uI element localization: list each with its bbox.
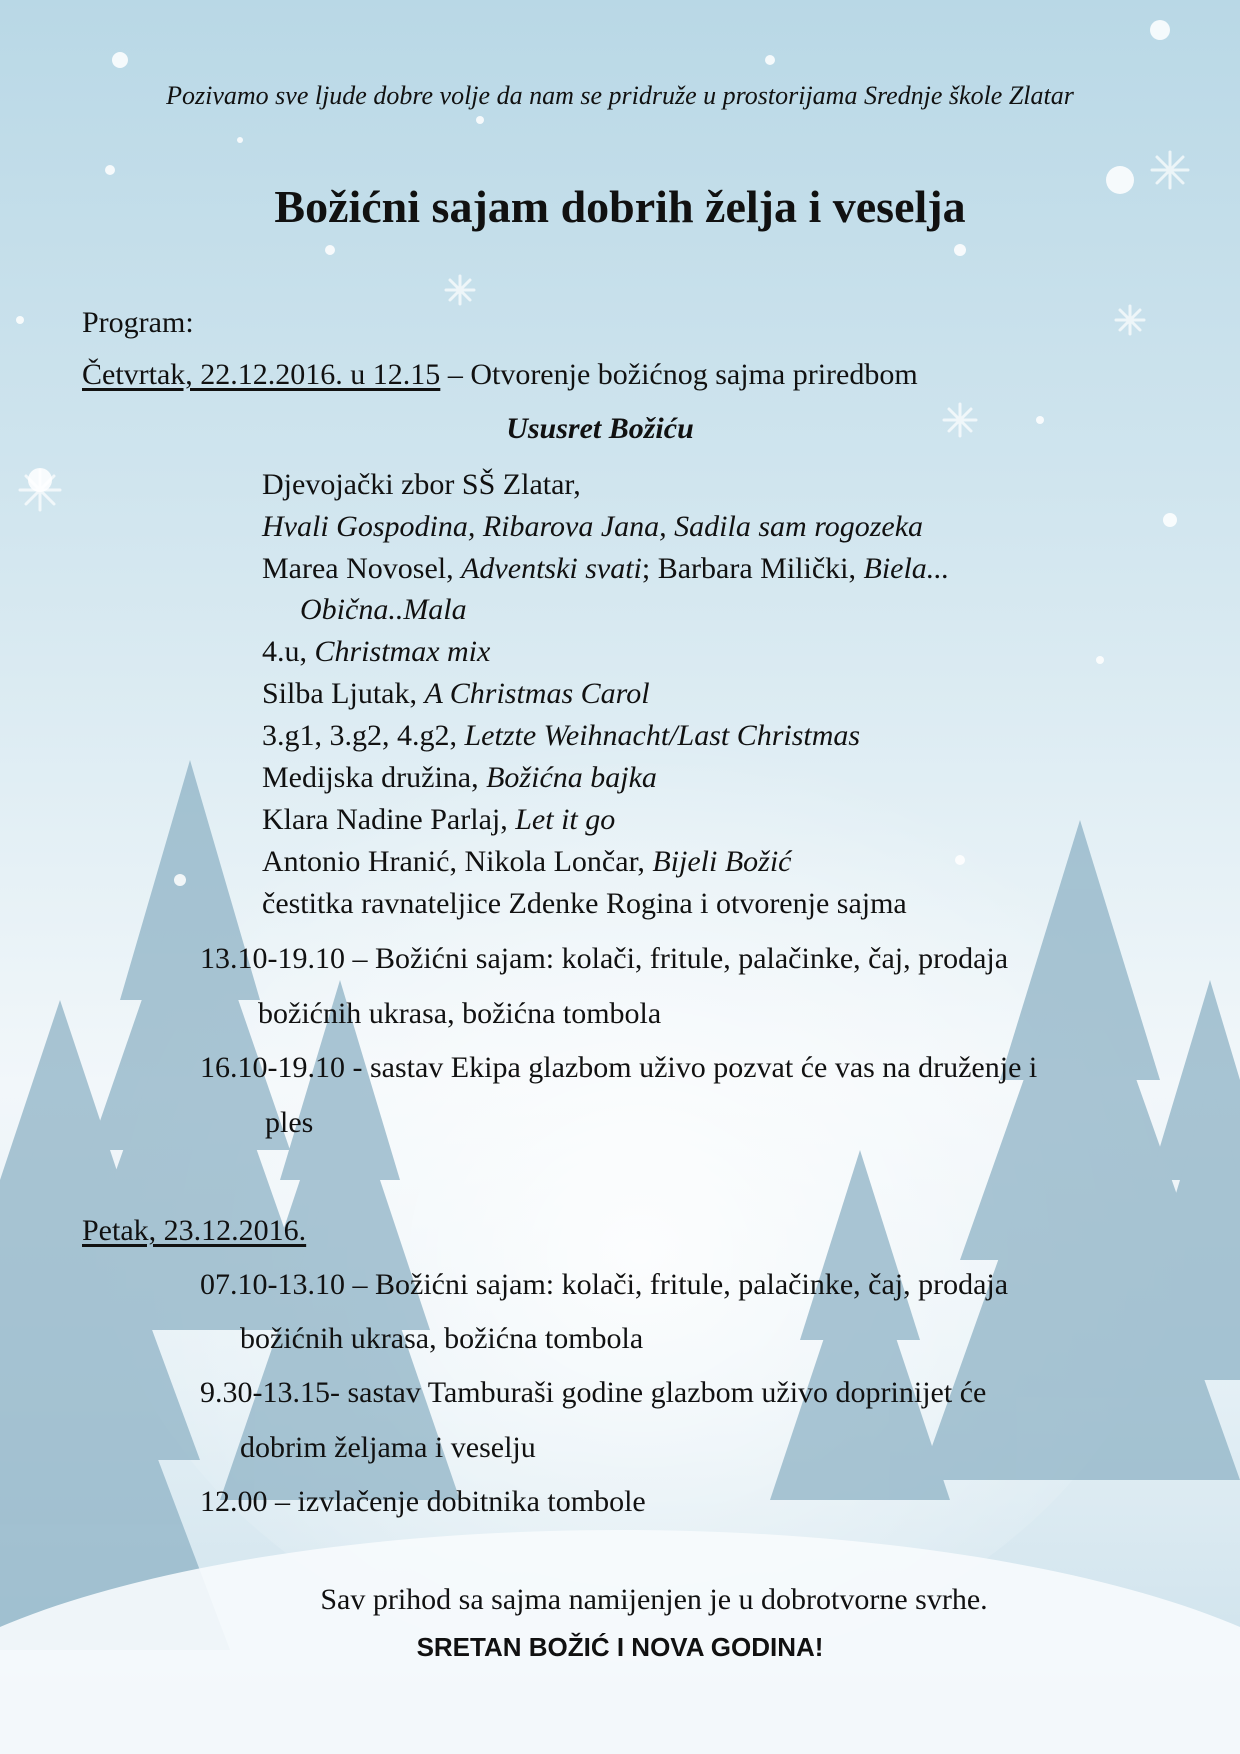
song-title: Letzte Weihnacht/Last Christmas — [464, 719, 861, 752]
performance-item — [262, 634, 490, 670]
friday-date: Petak, 23.12.2016. — [82, 1214, 307, 1247]
performer: 4.u, — [262, 635, 315, 668]
friday-fair-cont: božićnih ukrasa, božićna tombola — [240, 1322, 644, 1355]
performance-item — [262, 844, 792, 880]
greeting: SRETAN BOŽIĆ I NOVA GODINA! — [416, 1632, 824, 1662]
performance-item — [262, 718, 860, 754]
performance-item: Djevojački zbor SŠ Zlatar, — [262, 468, 581, 501]
performance-item: Hvali Gospodina, Ribarova Jana, Sadila sam rogozeka — [262, 510, 924, 543]
friday-tombola: 12.00 – izvlačenje dobitnika tombole — [200, 1485, 646, 1518]
performance-item — [262, 760, 657, 796]
performance-item: Obična..Mala — [300, 593, 467, 626]
song-title: Christmax mix — [314, 635, 491, 668]
performer: Antonio Hranić, Nikola Lončar, — [262, 845, 653, 878]
thursday-band-cont: ples — [265, 1106, 314, 1139]
thursday-fair-cont: božićnih ukrasa, božićna tombola — [258, 997, 662, 1030]
performer: 3.g1, 3.g2, 4.g2, — [262, 719, 465, 752]
performer: Marea Novosel, — [262, 552, 462, 585]
song-title: Let it go — [515, 803, 616, 836]
performance-item — [262, 551, 949, 587]
thursday-fair: 13.10-19.10 – Božićni sajam: kolači, fritule, palačinke, čaj, prodaja — [200, 942, 1009, 975]
thursday-date: Četvrtak, 22.12.2016. u 12.15 — [82, 358, 441, 391]
song-title: Bijeli Božić — [652, 845, 792, 878]
performer: Klara Nadine Parlaj, — [262, 803, 516, 836]
thursday-opening: – Otvorenje božićnog sajma priredbom — [440, 358, 918, 391]
show-title: Ususret Božiću — [506, 412, 694, 445]
friday-band: 9.30-13.15- sastav Tamburaši godine glazbom uživo doprinijet će — [200, 1376, 987, 1409]
friday-fair: 07.10-13.10 – Božićni sajam: kolači, fritule, palačinke, čaj, prodaja — [200, 1268, 1009, 1301]
performer: ; Barbara Milički, — [641, 552, 864, 585]
thursday-band: 16.10-19.10 - sastav Ekipa glazbom uživo pozvat će vas na druženje i — [200, 1051, 1038, 1084]
song-title: A Christmas Carol — [424, 677, 650, 710]
performance-item — [262, 802, 615, 838]
performance-item: čestitka ravnateljice Zdenke Rogina i otvorenje sajma — [262, 887, 907, 920]
program-label: Program: — [82, 306, 194, 339]
performer: Silba Ljutak, — [262, 677, 425, 710]
performance-item — [262, 676, 650, 712]
charity-note: Sav prihod sa sajma namijenjen je u dobrotvorne svrhe. — [320, 1583, 988, 1616]
thursday-heading — [82, 357, 918, 393]
song-title: Biela... — [863, 552, 950, 585]
invitation-text: Pozivamo sve ljude dobre volje da nam se pridruže u prostorijama Srednje škole Zlatar — [166, 81, 1074, 110]
page-title: Božićni sajam dobrih želja i veselja — [274, 181, 966, 232]
song-title: Adventski svati — [461, 552, 642, 585]
performer: Medijska družina, — [262, 761, 487, 794]
song-title: Božićna bajka — [486, 761, 657, 794]
friday-band-cont: dobrim željama i veselju — [240, 1431, 536, 1464]
